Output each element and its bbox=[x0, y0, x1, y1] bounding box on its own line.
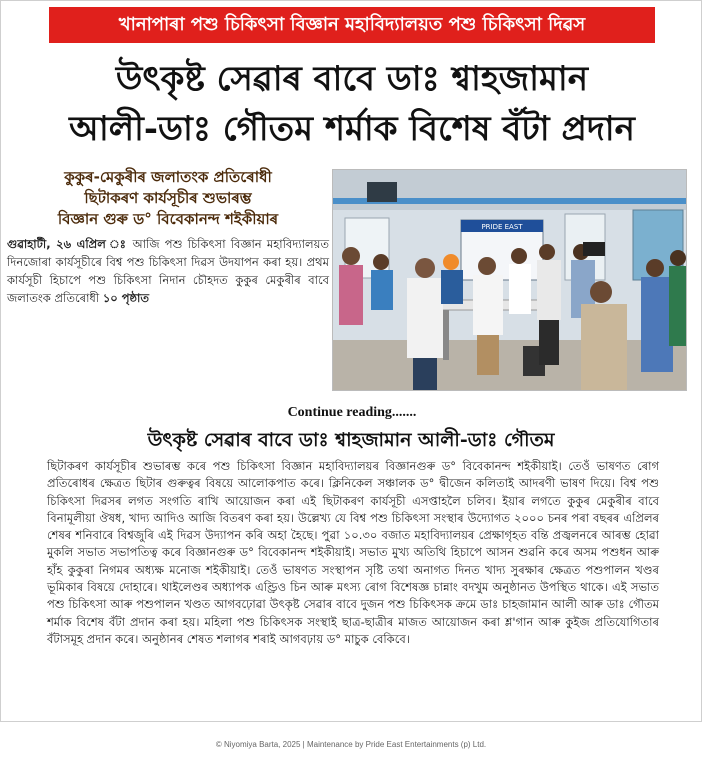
article-body-text: ছিটাকৰণ কাৰ্যসূচীৰ শুভাৰম্ভ কৰে পশু চিকিৎসা বিজ্ঞান মহাবিদ্যালয়ৰ বিজ্ঞানগুৰু ড° বিবেকানন্দ শইকীয়াই। তেওঁ ভাষণত ৰোগ প্ৰতিৰোধৰ ক্ষেত্ৰত ছিটাৰ গুৰুত্বৰ বিষয়ে আলোকপাত কৰে। ক্লিনিকেল সঞ্চালক ড° দ্বীজেন কলিতাই আদৰণী ভাষণ দিয়ে। বিশ্ব পশু চিকিৎসা দিৱসৰ লগত সংগতি ৰাখি আয়োজন কৰা এই ছিটাকৰণ কাৰ্যসূচী এসপ্তাহলৈ চলিব। ইয়াৰ লগতে কুকুৰ মেকুৰীৰ বাবে বিনামূলীয়া ঔষধ, খাদ্য আদিও আজি বিতৰণ কৰা হয়। উল্লেখ্য যে বিশ্ব পশু চিকিৎসা সংস্থাৰ উদ্যোগত ২০০০ চনৰ পৰা বছৰৰ এপ্ৰিলৰ শেষৰ শনিবাৰে বিশ্বজুৰি এই দিৱস উদ্যাপন কৰি অহা হৈছে। পুৱা ১০.৩০ বজাত মহাবিদ্যালয়ৰ প্ৰেক্ষাগৃহত বন্তি প্ৰজ্বলনৰে আৰম্ভ হোৱা মুকলি সভাত সভাপতিত্ব কৰে বিজ্ঞানগুৰু ড° বিবেকানন্দ শইকীয়াই। সভাত মুখ্য অতিথি হিচাপে আসন শুৱনি কৰে অসম পশুধন আৰু হাঁহ কুকুৰা নিগমৰ অধ্যক্ষ মনোজ শইকীয়াই। তেওঁ ভাষণত সংস্থাপন সৃষ্টি তথা অনাগত দিনত খাদ্য সুৰক্ষাৰ ক্ষেত্ৰত পশুপালন খণ্ডৰ ভূমিকাৰ বিষয়ে দোহাৰে। থাইলেণ্ডৰ অধ্যাপক এণ্ড্ৰিও চিন আৰু মৎস্য ৰোগ বিশেষজ্ঞ চান্নাং বদখুম অনুষ্ঠানত উপস্থিত থাকে। এই সভাত পশু চিকিৎসা আৰু পশুপালন খণ্ডত আগবঢ়োৱা উৎকৃষ্ট সেৱাৰ বাবে দুজন পশু চিকিৎসক ক্ৰমে ডাঃ চাহজামান আলী আৰু ডাঃ গৌতম শৰ্মাক বিশেষ বঁটা প্ৰদান কৰা হয়। মহিলা পশু চিকিৎসক সংস্থাই ছাত্ৰ-ছাত্ৰীৰ মাজত আয়োজন কৰা শ্ল'গান আৰু কুইজ প্ৰতিযোগিতাৰ বঁটাসমূহ প্ৰদান কৰে। অনুষ্ঠানৰ শেষত শলাগৰ শৰাই আগবঢ়ায় ড° মাচুক বেকিবে। bbox=[47, 459, 659, 646]
photo-banner-text: PRIDE EAST bbox=[481, 223, 523, 231]
intro-paragraph bbox=[7, 235, 329, 307]
event-photo-illustration bbox=[333, 170, 687, 391]
page-reference: ১০ পৃষ্ঠাত bbox=[102, 291, 150, 305]
subhead-line-3: বিজ্ঞান গুৰু ড° বিবেকানন্দ শইকীয়াৰ bbox=[57, 210, 279, 228]
footer-credit: © Niyomiya Barta, 2025 | Maintenance by Pride East Entertainments (p) Ltd. bbox=[215, 740, 487, 749]
intro-text: আজি পশু চিকিৎসা বিজ্ঞান মহাবিদ্যালয়ত দিনজোৰা কাৰ্যসূচীৰে বিশ্ব পশু চিকিৎসা দিৱস উদযাপন কৰা হয়। প্ৰথম কাৰ্যসূচী হিচাপে পশু চিকিৎসা নিদান চৌহদত কুকুৰ মেকুৰীৰ বাবে জলাতংক প্ৰতিৰোধী bbox=[7, 237, 329, 305]
red-banner: খানাপাৰা পশু চিকিৎসা বিজ্ঞান মহাবিদ্যালয়ত পশু চিকিৎসা দিৱস bbox=[49, 7, 655, 43]
event-photo bbox=[332, 169, 687, 391]
subhead-line-2: ছিটাকৰণ কাৰ্যসূচীৰ শুভাৰম্ভ bbox=[84, 189, 252, 207]
dateline: গুৱাহাটী, ২৬ এপ্ৰিল ঃ bbox=[7, 237, 128, 251]
article-title: উৎকৃষ্ট সেৱাৰ বাবে ডাঃ শ্বাহজামান আলী-ডাঃ গৌতম bbox=[147, 429, 555, 451]
article-body bbox=[47, 458, 659, 648]
continue-reading-link[interactable]: Continue reading....... bbox=[287, 405, 417, 420]
subhead-line-1: কুকুৰ-মেকুৰীৰ জলাতংক প্ৰতিৰোধী bbox=[64, 168, 272, 186]
headline-line-1: উৎকৃষ্ট সেৱাৰ বাবে ডাঃ শ্বাহজামান bbox=[115, 59, 589, 99]
headline-line-2: আলী-ডাঃ গৌতম শৰ্মাক বিশেষ বঁটা প্ৰদান bbox=[69, 109, 635, 149]
